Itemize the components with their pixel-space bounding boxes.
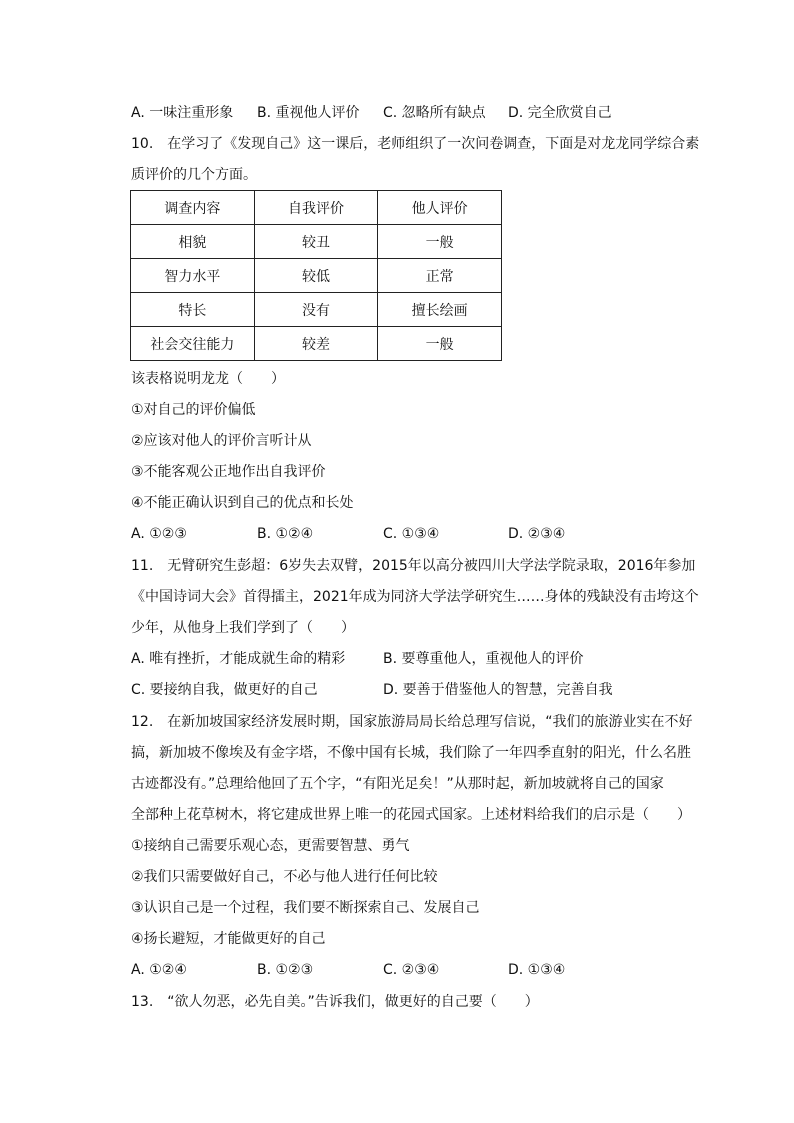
table-cell: 正常 — [378, 259, 502, 293]
q12-option-d[interactable]: D. ①③④ — [508, 962, 566, 978]
survey-table — [130, 190, 502, 361]
q13-stem: 13. “欲人勿恶，必先自美。”告诉我们，做更好的自己要（ ） — [131, 994, 539, 1010]
q12-option-b[interactable]: B. ①②③ — [257, 962, 314, 978]
q11-option-a[interactable]: A. 唯有挫折，才能成就生命的精彩 — [131, 651, 346, 667]
q10-option-a[interactable]: A. ①②③ — [131, 526, 187, 542]
q9-option-c[interactable]: C. 忽略所有缺点 — [383, 105, 486, 121]
q12-statement-4: ④扬长避短，才能做更好的自己 — [131, 931, 326, 947]
q10-statement-2: ②应该对他人的评价言听计从 — [131, 433, 312, 449]
q10-option-c[interactable]: C. ①③④ — [383, 526, 440, 542]
q10-statement-1: ①对自己的评价偏低 — [131, 402, 256, 418]
table-row — [131, 259, 502, 293]
q10-option-d[interactable]: D. ②③④ — [508, 526, 566, 542]
q12-statement-3: ③认识自己是一个过程，我们要不断探索自己、发展自己 — [131, 900, 480, 916]
table-cell: 较丑 — [254, 225, 378, 259]
table-header-cell: 自我评价 — [254, 191, 378, 225]
table-cell: 特长 — [131, 293, 255, 327]
table-cell: 社会交往能力 — [131, 327, 255, 361]
table-row — [131, 293, 502, 327]
table-cell: 没有 — [254, 293, 378, 327]
table-cell: 一般 — [378, 225, 502, 259]
q10-option-b[interactable]: B. ①②④ — [257, 526, 314, 542]
q11-stem-line1: 11. 无臂研究生彭超：6岁失去双臂，2015年以高分被四川大学法学院录取，2016年参加 — [131, 558, 696, 574]
table-cell: 智力水平 — [131, 259, 255, 293]
table-header-cell: 调查内容 — [131, 191, 255, 225]
table-row — [131, 225, 502, 259]
q10-statement-3: ③不能客观公正地作出自我评价 — [131, 464, 326, 480]
q12-stem-line3: 古迹都没有。”总理给他回了五个字，“有阳光足矣！”从那时起，新加坡就将自己的国家 — [131, 776, 664, 792]
q12-stem-line2: 搞，新加坡不像埃及有金字塔，不像中国有长城，我们除了一年四季直射的阳光，什么名胜 — [131, 745, 691, 761]
q9-option-b[interactable]: B. 重视他人评价 — [257, 105, 360, 121]
q12-stem-line4: 全部种上花草树木，将它建成世界上唯一的花园式国家。上述材料给我们的启示是（ ） — [131, 807, 691, 823]
q11-option-c[interactable]: C. 要接纳自我，做更好的自己 — [131, 682, 318, 698]
table-cell: 一般 — [378, 327, 502, 361]
table-row — [131, 327, 502, 361]
q12-stem-line1: 12. 在新加坡国家经济发展时期，国家旅游局局长给总理写信说，“我们的旅游业实在不好 — [131, 714, 693, 730]
table-cell: 较差 — [254, 327, 378, 361]
q12-option-c[interactable]: C. ②③④ — [383, 962, 440, 978]
q10-statement-4: ④不能正确认识到自己的优点和长处 — [131, 495, 354, 511]
q10-question: 该表格说明龙龙（ ） — [131, 371, 285, 387]
q11-stem-line3: 少年，从他身上我们学到了（ ） — [131, 620, 355, 636]
q9-option-a[interactable]: A. 一味注重形象 — [131, 105, 234, 121]
table-header-row — [131, 191, 502, 225]
q12-statement-1: ①接纳自己需要乐观心态，更需要智慧、勇气 — [131, 838, 410, 854]
table-header-cell: 他人评价 — [378, 191, 502, 225]
q11-option-b[interactable]: B. 要尊重他人，重视他人的评价 — [383, 651, 584, 667]
q12-statement-2: ②我们只需要做好自己，不必与他人进行任何比较 — [131, 869, 438, 885]
q11-option-d[interactable]: D. 要善于借鉴他人的智慧，完善自我 — [383, 682, 613, 698]
table-cell: 相貌 — [131, 225, 255, 259]
table-cell: 较低 — [254, 259, 378, 293]
table-cell: 擅长绘画 — [378, 293, 502, 327]
q10-stem-line2: 质评价的几个方面。 — [131, 167, 257, 183]
q10-stem-line1: 10. 在学习了《发现自己》这一课后，老师组织了一次问卷调查，下面是对龙龙同学综合素 — [131, 136, 700, 152]
q12-option-a[interactable]: A. ①②④ — [131, 962, 187, 978]
q9-option-d[interactable]: D. 完全欣赏自己 — [508, 105, 612, 121]
q11-stem-line2: 《中国诗词大会》首得擂主，2021年成为同济大学法学研究生……身体的残缺没有击垮这个 — [131, 589, 699, 605]
